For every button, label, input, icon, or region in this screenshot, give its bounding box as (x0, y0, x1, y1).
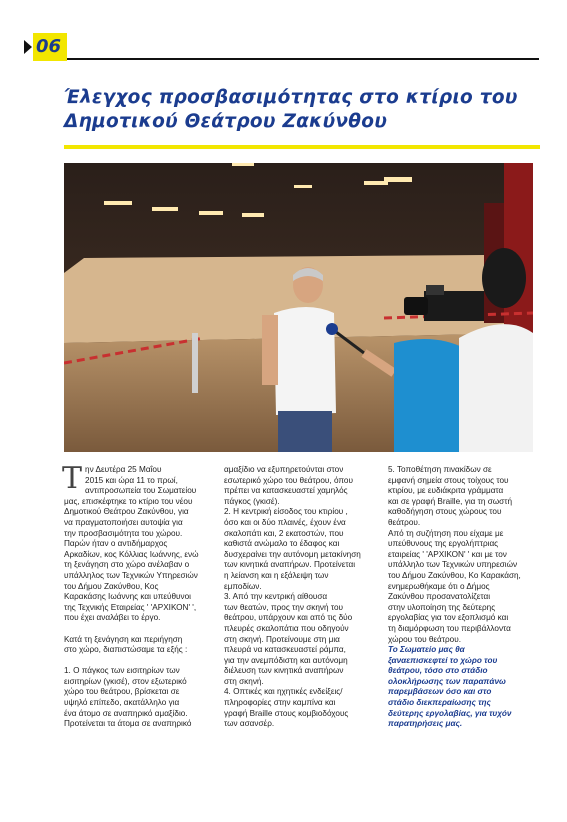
interview-photo-icon (64, 163, 533, 452)
paragraph-item-1: 1. Ο πάγκος των εισιτηρίων των εισιτηρίων (γκισέ), στον εξωτερικό χώρο του θεάτρου, βρίσκεται σε υψηλό επίπεδο, ακατάλληλο για ένα άτομο σε αναπηρικό αμαξίδιο. Προτείνεται τα άτομα σε αναπηρικό (64, 666, 192, 729)
article-title: Έλεγχος προσβασιμότητας στο κτίριο του Δημοτικού Θεάτρου Ζακύνθου (64, 87, 518, 132)
column-1 (62, 461, 209, 730)
article-photo (64, 163, 533, 452)
page-arrow-icon (24, 40, 32, 54)
paragraph-item-5: 5. Τοποθέτηση πινακίδων σε εμφανή σημεία στους τοίχους του κτιρίου, με ευδιάκριτα γράμματα και σε γραφή Braille, για τη σωστή καθοδήγηση στους χώρους του θεάτρου. Από τη συζήτηση που είχαμε με υπεύθυνους της εργολήπτριας εταιρείας ' 'ΑΡΧΙΚΟΝ' ' και με τον υπάλληλο των Τεχνικών υπηρεσιών του Δήμου Ζακύνθου, Κο Καρακάση, ενημερωθήκαμε ότι ο Δήμος Ζακύνθου προσανατολίζεται στην υλοποίηση της δεύτερης εργολαβίας για τον εξοπλισμό και τη διαμόρφωση του περιβάλλοντα χώρου του θεάτρου. (388, 465, 521, 644)
paragraph-intro: ην Δευτέρα 25 Μαΐου 2015 και ώρα 11 το πρωί, αντιπροσωπεία του Σωματείου μας, επισκέφτηκε το κτίριο του νέου Δημοτικού Θεάτρου Ζακύνθου, για να πραγματοποιήσει αυτοψία για την προσβασιμότητα του χώρου. Παρών ήταν ο αντιδήμαρχος Αρκαδίων, κος Κόλλιας Ιωάννης, ενώ τη ξενάγηση στο χώρο ανέλαβαν ο υπάλληλος των Τεχνικών Υπηρεσιών του Δήμου Ζακύνθου, Κος Καρακάσης Ιωάννης και υπεύθυνοι της Τεχνικής Εταιρείας ' 'ΑΡΧΙΚΟΝ' ', που έχει αναλάβει το έργο. (64, 465, 199, 623)
page-number-badge (33, 33, 67, 61)
closing-note: Το Σωματείο μας θα ξαναεπισκεφτεί το χώρο του θεάτρου, τόσο στο στάδιο ολοκλήρωσης των παραπάνω παρεμβάσεων όσο και στο στάδιο διεκπεραίωσης της δεύτερης εργολαβίας, για τυχόν παρατηρήσεις μας. (388, 645, 512, 729)
paragraph-findings-lead: Κατά τη ξενάγηση και περιήγηση στο χώρο, διαπιστώσαμε τα εξής : (64, 634, 188, 655)
header-rule (67, 58, 539, 60)
page-number: 06 (36, 36, 62, 57)
column-3 (388, 465, 538, 730)
column-2 (224, 465, 374, 730)
paragraph-items-2-4: αμαξίδιο να εξυπηρετούνται στον εσωτερικό χώρο του θεάτρου, όπου πρέπει να κατασκευαστεί χαμηλός πάγκος (γκισέ). 2. Η κεντρική είσοδος του κτιρίου , όσο και οι δύο πλαινές, έχουν ένα σκαλοπάτι και, 2 εκατοστών, που καθιστά ανώμαλο το έδαφος και δυσχεραίνει την αυτόνομη μετακίνηση των κινητικά αναπήρων. Προτείνεται η λείανση και η εξάλειψη των εμποδίων. 3. Από την κεντρική αίθουσα των θεατών, προς την σκηνή του θεάτρου, υπάρχουν και από τις δύο πλευρές σκαλοπάτια που οδηγούν στη σκηνή. Προτείνουμε στη μια πλευρά να κατασκευαστεί ράμπα, για την ανεμπόδιστη και αυτόνομη διέλευση των κινητικά αναπήρων στη σκηνή. 4. Οπτικές και ηχητικές ενδείξεις/ πληροφορίες στην καμπίνα και γραφή Braille στους κομβιοδόχους των ασανσέρ. (224, 465, 361, 729)
title-underline (64, 145, 540, 149)
article-body (62, 461, 536, 795)
drop-cap: Τ (62, 461, 83, 496)
page-header (0, 0, 567, 74)
